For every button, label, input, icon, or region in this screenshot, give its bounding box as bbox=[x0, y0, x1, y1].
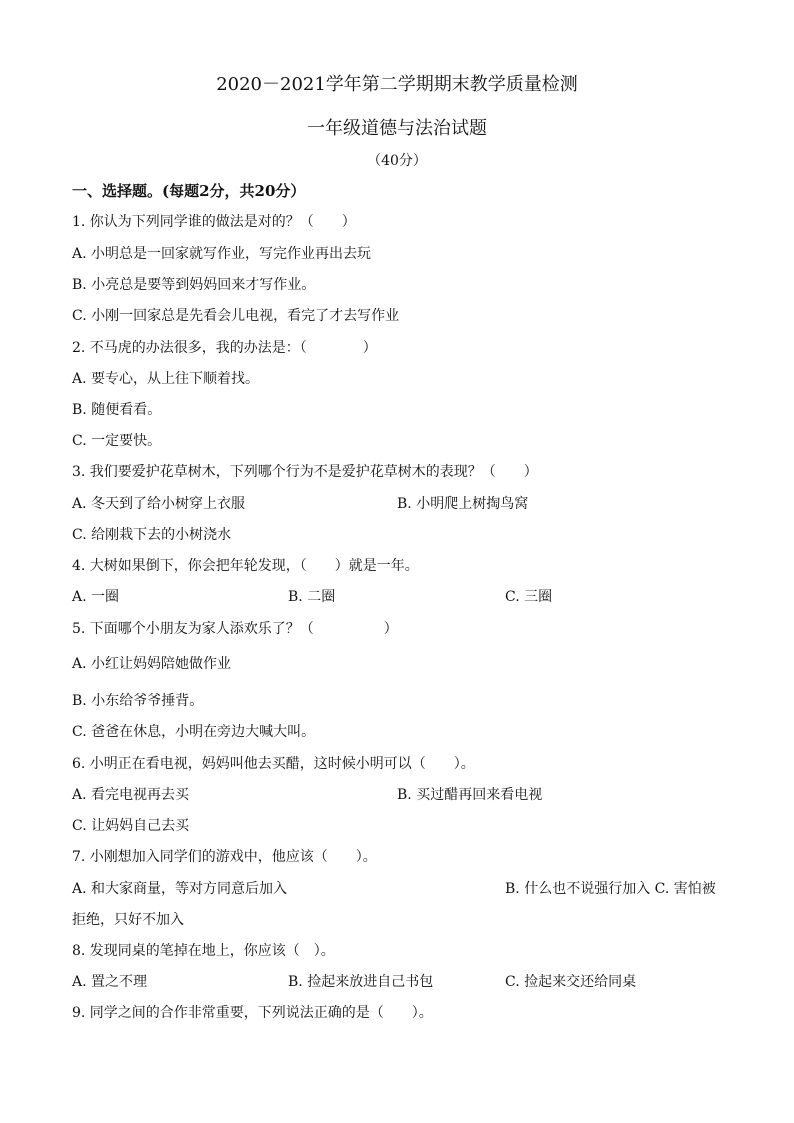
question-5-option-c: C. 爸爸在休息，小明在旁边大喊大叫。 bbox=[72, 724, 316, 740]
exam-title: 2020－2021学年第二学期期末教学质量检测 bbox=[216, 74, 578, 95]
question-5-option-b: B. 小东给爷爷捶背。 bbox=[72, 693, 204, 709]
question-8-stem: 8. 发现同桌的笔掉在地上，你应该（ ）。 bbox=[72, 943, 335, 959]
question-2-option-a: A. 要专心，从上往下顺着找。 bbox=[72, 371, 260, 387]
question-2-option-c: C. 一定要快。 bbox=[72, 433, 162, 449]
question-6-option-a: A. 看完电视再去买 bbox=[72, 787, 190, 803]
question-8-option-b: B. 捡起来放进自己书包 bbox=[288, 974, 434, 990]
question-4-option-a: A. 一圈 bbox=[72, 589, 120, 605]
question-9-stem: 9. 同学之间的合作非常重要，下列说法正确的是（ ）。 bbox=[72, 1005, 433, 1021]
question-7-stem: 7. 小刚想加入同学们的游戏中，他应该（ ）。 bbox=[72, 849, 377, 865]
question-8-option-c: C. 捡起来交还给同桌 bbox=[505, 974, 637, 990]
question-6-option-c: C. 让妈妈自己去买 bbox=[72, 818, 190, 834]
section-title: 一、选择题。(每题2分，共20分） bbox=[72, 182, 306, 200]
question-4-option-c: C. 三圈 bbox=[505, 589, 553, 605]
question-3-option-b: B. 小明爬上树掏鸟窝 bbox=[397, 496, 529, 512]
question-8-option-a: A. 置之不理 bbox=[72, 974, 148, 990]
question-3-option-a: A. 冬天到了给小树穿上衣服 bbox=[72, 496, 246, 512]
question-2-stem: 2. 不马虎的办法很多，我的办法是：（ ） bbox=[72, 340, 377, 356]
question-2-option-b: B. 随便看看。 bbox=[72, 402, 162, 418]
question-1-option-c: C. 小刚一回家总是先看会儿电视，看完了才去写作业 bbox=[72, 308, 400, 324]
question-7-option-a: A. 和大家商量，等对方同意后加入 bbox=[72, 881, 288, 897]
question-1-option-a: A. 小明总是一回家就写作业，写完作业再出去玩 bbox=[72, 246, 372, 262]
question-4-option-b: B. 二圈 bbox=[288, 589, 336, 605]
question-1-stem: 1. 你认为下列同学谁的做法是对的？（ ） bbox=[72, 214, 356, 230]
question-5-stem: 5. 下面哪个小朋友为家人添欢乐了？（ ） bbox=[72, 621, 398, 637]
question-6-stem: 6. 小明正在看电视，妈妈叫他去买醋，这时候小明可以（ ）。 bbox=[72, 756, 475, 772]
question-6-option-b: B. 买过醋再回来看电视 bbox=[397, 787, 543, 803]
question-3-option-c: C. 给刚栽下去的小树浇水 bbox=[72, 527, 232, 543]
question-5-option-a: A. 小红让妈妈陪她做作业 bbox=[72, 656, 232, 672]
exam-score: （40分） bbox=[367, 153, 427, 169]
question-1-option-b: B. 小亮总是要等到妈妈回来才写作业。 bbox=[72, 277, 316, 293]
exam-subtitle: 一年级道德与法治试题 bbox=[307, 118, 487, 139]
question-7-option-bc: B. 什么也不说强行加入 C. 害怕被 bbox=[505, 881, 716, 897]
question-3-stem: 3. 我们要爱护花草树木，下列哪个行为不是爱护花草树木的表现？（ ） bbox=[72, 464, 538, 480]
question-4-stem: 4. 大树如果倒下，你会把年轮发现，（ ）就是一年。 bbox=[72, 558, 419, 574]
question-7-continuation: 拒绝，只好不加入 bbox=[72, 912, 184, 928]
